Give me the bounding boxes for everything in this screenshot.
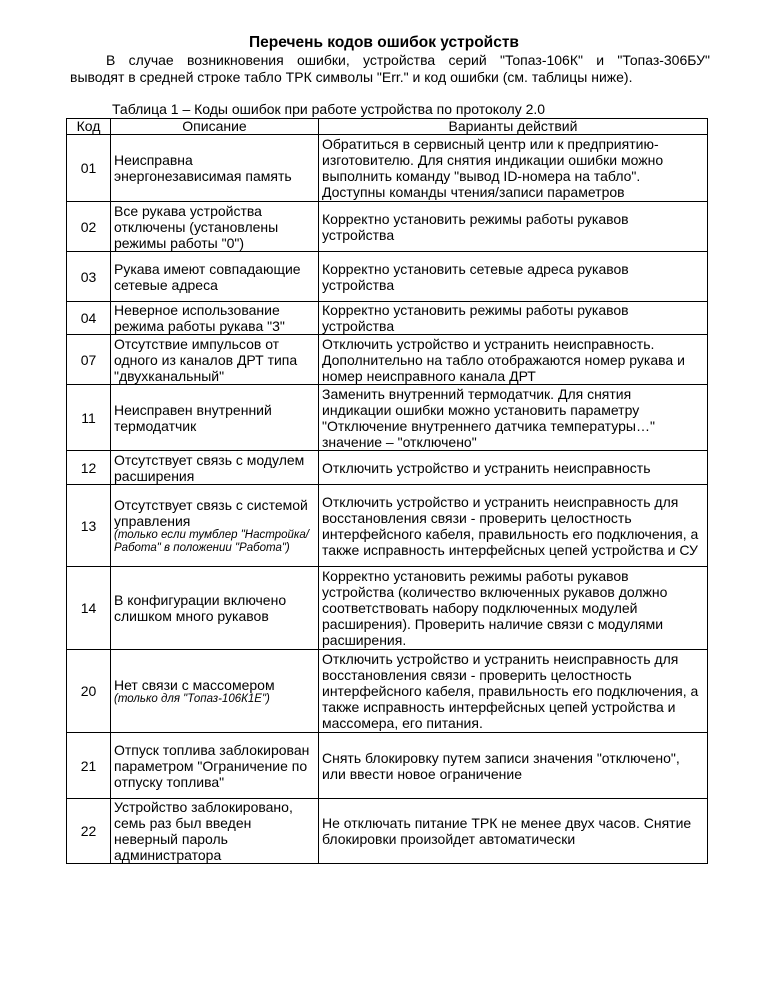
description-text: Отсутствие импульсов от одного из каналов ДРТ типа "двухканальный" bbox=[114, 335, 298, 384]
description-text: Все рукава устройства отключены (установлены режимы работы "0") bbox=[114, 202, 279, 251]
error-description bbox=[111, 451, 319, 485]
error-action: Отключить устройство и устранить неисправность bbox=[319, 451, 708, 485]
error-codes-table bbox=[66, 118, 708, 864]
error-description bbox=[111, 385, 319, 451]
table-row bbox=[67, 335, 708, 385]
error-description bbox=[111, 799, 319, 864]
error-code: 21 bbox=[67, 733, 111, 799]
table-row bbox=[67, 451, 708, 485]
description-text: Неверное использование режима работы рукава "3" bbox=[114, 302, 285, 334]
table-row bbox=[67, 650, 708, 733]
error-code: 04 bbox=[67, 302, 111, 335]
error-description bbox=[111, 135, 319, 202]
error-code: 02 bbox=[67, 202, 111, 252]
description-text: Неисправна энергонезависимая память bbox=[114, 152, 292, 184]
table-row bbox=[67, 485, 708, 567]
page-title: Перечень кодов ошибок устройств bbox=[249, 34, 519, 51]
table-caption: Таблица 1 – Коды ошибок при работе устройства по протоколу 2.0 bbox=[112, 101, 546, 117]
error-description bbox=[111, 252, 319, 302]
error-action: Не отключать питание ТРК не менее двух часов. Снятие блокировки произойдет автоматически bbox=[319, 799, 708, 864]
table-row bbox=[67, 385, 708, 451]
intro-line-1: В случае возникновения ошибки, устройства серий "Топаз-106К" и "Топаз-306БУ" bbox=[106, 52, 710, 68]
table-row bbox=[67, 799, 708, 864]
error-code: 01 bbox=[67, 135, 111, 202]
table-row bbox=[67, 302, 708, 335]
error-description bbox=[111, 202, 319, 252]
error-action: Корректно установить режимы работы рукавов устройства (количество включенных рукавов должно соответствовать набору подключенных модулей расширения). Проверить наличие связи с модулями расширения. bbox=[319, 567, 708, 650]
error-code: 11 bbox=[67, 385, 111, 451]
error-action: Отключить устройство и устранить неисправность. Дополнительно на табло отображаются номер рукава и номер неисправного канала ДРТ bbox=[319, 335, 708, 385]
error-action: Заменить внутренний термодатчик. Для снятия индикации ошибки можно установить параметру "Отключение внутреннего датчика температуры…" значение – "отключено" bbox=[319, 385, 708, 451]
error-action: Снять блокировку путем записи значения "отключено", или ввести новое ограничение bbox=[319, 733, 708, 799]
description-note: (только если тумблер "Настройка/Работа" в положении "Работа") bbox=[114, 528, 309, 554]
error-code: 14 bbox=[67, 567, 111, 650]
description-text: Рукава имеют совпадающие сетевые адреса bbox=[114, 260, 301, 293]
table-row bbox=[67, 252, 708, 302]
description-text: Нет связи с массомером bbox=[114, 676, 275, 693]
error-action: Отключить устройство и устранить неисправность для восстановления связи - проверить целостность интерфейсного кабеля, правильность его подключения, а также исправность интерфейсных цепей устройства и массомера, его питания. bbox=[319, 650, 708, 733]
error-description bbox=[111, 567, 319, 650]
description-text: Отпуск топлива заблокирован параметром "Ограничение по отпуску топлива" bbox=[114, 741, 310, 790]
error-action: Отключить устройство и устранить неисправность для восстановления связи - проверить целостность интерфейсного кабеля, правильность его подключения, а также исправность интерфейсных цепей устройства и СУ bbox=[319, 485, 708, 567]
error-code: 20 bbox=[67, 650, 111, 733]
error-description bbox=[111, 302, 319, 335]
intro-line-2: выводят в средней строке табло ТРК символы "Err." и код ошибки (см. таблицы ниже). bbox=[70, 69, 633, 85]
description-note: (только для "Топаз-106К1Е") bbox=[114, 692, 270, 705]
description-text: В конфигурации включено слишком много рукавов bbox=[114, 592, 287, 624]
error-code: 22 bbox=[67, 799, 111, 864]
error-code: 13 bbox=[67, 485, 111, 567]
description-text: Отсутствует связь с модулем расширения bbox=[114, 451, 305, 484]
column-header-description: Описание bbox=[111, 119, 319, 135]
error-action: Обратиться в сервисный центр или к предприятию-изготовителю. Для снятия индикации ошибки можно выполнить команду "вывод ID-номера на табло". Доступны команды чтения/записи параметров bbox=[319, 135, 708, 202]
table-header-row bbox=[67, 119, 708, 135]
error-code: 07 bbox=[67, 335, 111, 385]
table-row bbox=[67, 202, 708, 252]
table-row bbox=[67, 733, 708, 799]
description-text: Неисправен внутренний термодатчик bbox=[114, 401, 272, 434]
error-action: Корректно установить режимы работы рукавов устройства bbox=[319, 202, 708, 252]
description-text: Устройство заблокировано, семь раз был введен неверный пароль администратора bbox=[114, 799, 293, 863]
error-description bbox=[111, 733, 319, 799]
error-description bbox=[111, 335, 319, 385]
error-action: Корректно установить сетевые адреса рукавов устройства bbox=[319, 252, 708, 302]
error-code: 03 bbox=[67, 252, 111, 302]
column-header-code: Код bbox=[67, 119, 111, 135]
error-description bbox=[111, 485, 319, 567]
table-row bbox=[67, 567, 708, 650]
error-description bbox=[111, 650, 319, 733]
description-text: Отсутствует связь с системой управления bbox=[114, 496, 308, 529]
column-header-actions: Варианты действий bbox=[319, 119, 708, 135]
error-code: 12 bbox=[67, 451, 111, 485]
table-row bbox=[67, 135, 708, 202]
intro-paragraph bbox=[70, 52, 710, 86]
error-action: Корректно установить режимы работы рукавов устройства bbox=[319, 302, 708, 335]
